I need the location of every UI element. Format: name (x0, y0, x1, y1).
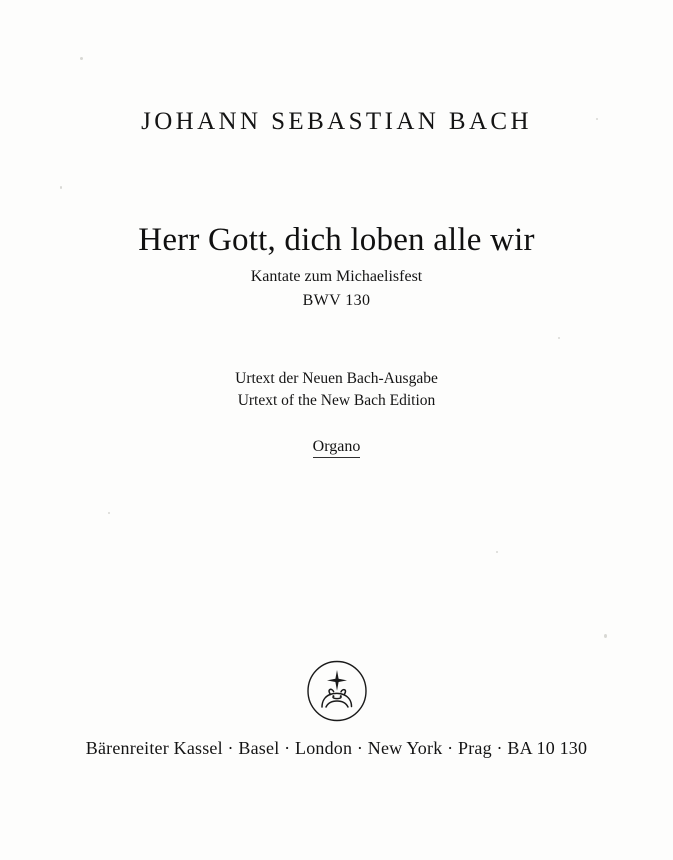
publisher-imprint: Bärenreiter Kassel · Basel · London · New York · Prag · BA 10 130 (85, 738, 588, 758)
part-designation (0, 438, 673, 458)
paper-speck (558, 337, 560, 339)
barenreiter-bear-logo (306, 660, 368, 722)
paper-speck (80, 57, 83, 60)
urtext-line-english: Urtext of the New Bach Edition (237, 392, 436, 409)
paper-speck (604, 634, 607, 638)
composer-name: JOHANN SEBASTIAN BACH (141, 108, 532, 135)
urtext-line-german: Urtext der Neuen Bach-Ausgabe (235, 370, 438, 387)
work-catalogue-number: BWV 130 (302, 292, 371, 309)
work-subtitle: Kantate zum Michaelisfest (250, 268, 423, 285)
work-title: Herr Gott, dich loben alle wir (138, 222, 535, 258)
paper-speck (108, 512, 110, 514)
paper-speck (496, 551, 498, 553)
paper-speck (60, 186, 62, 189)
part-designation-label: Organo (313, 438, 361, 458)
